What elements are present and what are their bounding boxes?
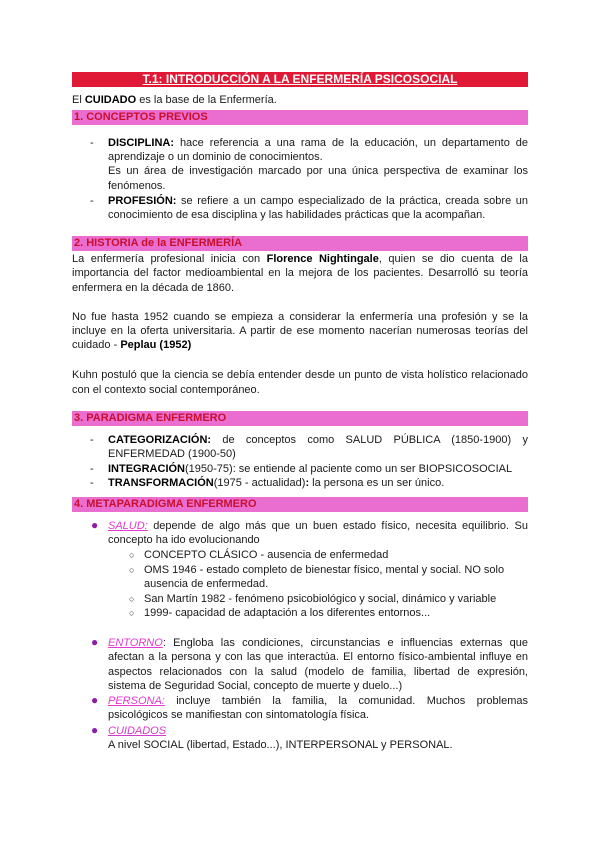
- salud-sub3: San Martín 1982 - fenómeno psicobiológico y social, dinámico y variable: [144, 593, 497, 605]
- persona-label: PERSONA:: [108, 695, 165, 707]
- intro-pre: El: [72, 94, 85, 106]
- historia-p2-line2: incluye en la oferta universitaria. A partir de ese momento nacerían numerosas teorías del: [72, 325, 528, 337]
- historia-p1-pre: La enfermería profesional inicia con: [72, 253, 267, 265]
- list-dash: -: [90, 137, 94, 149]
- bullet-dot: ●: [91, 635, 99, 649]
- circle-bullet: ○: [129, 550, 135, 560]
- section-heading-1: 1. CONCEPTOS PREVIOS: [72, 110, 528, 125]
- historia-p3-line1: Kuhn postuló que la ciencia se debía entender desde un punto de vista holístico relacionado: [72, 369, 528, 381]
- section-heading-3: 3. PARADIGMA ENFERMERO: [72, 411, 528, 426]
- integracion-line: [108, 462, 512, 477]
- historia-p2-bold: Peplau (1952): [120, 339, 192, 351]
- salud-label: SALUD:: [108, 520, 148, 532]
- cuidados-label: CUIDADOS: [108, 725, 167, 737]
- salud-sub1: CONCEPTO CLÁSICO - ausencia de enfermedad: [144, 549, 389, 561]
- salud-line1: [108, 519, 528, 534]
- historia-p1-line2: importancia del factor medioambiental en la mejora de los pacientes. Desarrolló su teoría: [72, 267, 528, 279]
- transformacion-text: la persona es un ser único.: [309, 477, 445, 489]
- cuidados-label-line: [108, 724, 166, 739]
- historia-p1-line3: enfermera en la década de 1860.: [72, 282, 235, 294]
- list-dash: -: [90, 434, 94, 446]
- section-heading-4: 4. METAPARADIGMA ENFERMERO: [72, 497, 528, 512]
- profesion-text: se refiere a un campo especializado de la práctica, creada sobre un: [176, 195, 528, 207]
- salud-sub2-line2: ausencia de enfermedad.: [144, 578, 269, 590]
- entorno-line2: afectan a la persona y con las que interactúa. El entorno físico-ambiental influye en: [108, 651, 528, 663]
- section-heading-2: 2. HISTORIA de la ENFERMERÍA: [72, 236, 528, 251]
- entorno-line3: aspectos relacionados con la salud (modelo de familia, libertad de expresión,: [108, 666, 528, 678]
- cuidados-line1: A nivel SOCIAL (libertad, Estado...), INTERPERSONAL y PERSONAL.: [108, 739, 453, 751]
- entorno-text: : Engloba las condiciones, circunstancias e influencias externas que: [162, 637, 528, 649]
- historia-p2-pre: cuidado -: [72, 339, 121, 351]
- bullet-dot: ●: [91, 723, 99, 737]
- disciplina-text: hace referencia a una rama de la educación, un departamento de: [174, 137, 528, 149]
- disciplina-line4: fenómenos.: [108, 180, 166, 192]
- circle-bullet: ○: [129, 608, 135, 618]
- historia-p1-bold: Florence Nightingale: [266, 253, 379, 265]
- intro-post: es la base de la Enfermería.: [136, 94, 277, 106]
- historia-p1-post: , quien se dio cuenta de la: [378, 253, 528, 265]
- disciplina-label: DISCIPLINA:: [108, 137, 174, 149]
- persona-line1: [108, 694, 528, 709]
- transformacion-colon: :: [305, 477, 310, 489]
- persona-line2: psicológicos se manifiestan con sintomatología física.: [108, 709, 370, 721]
- categorizacion-line1: [108, 433, 528, 448]
- salud-sub4: 1999- capacidad de adaptación a los diferentes entornos...: [144, 607, 431, 619]
- profesion-line1: [108, 194, 528, 209]
- transformacion-line: [108, 476, 444, 491]
- categorizacion-text: de conceptos como SALUD PÚBLICA (1850-1900) y: [211, 434, 528, 446]
- salud-sub2-line1: OMS 1946 - estado completo de bienestar físico, mental y social. NO solo: [144, 564, 505, 576]
- integracion-label: INTEGRACIÓN: [108, 463, 185, 475]
- historia-p1-line1: [72, 252, 528, 267]
- list-dash: -: [90, 463, 94, 475]
- disciplina-line2: aprendizaje o un dominio de conocimientos.: [108, 151, 323, 163]
- categorizacion-label: CATEGORIZACIÓN:: [108, 434, 212, 446]
- categorizacion-line2: ENFERMEDAD (1900-50): [108, 448, 236, 460]
- profesion-label: PROFESIÓN:: [108, 195, 177, 207]
- list-dash: -: [90, 195, 94, 207]
- historia-p3-line2: con el contexto social contemporáneo.: [72, 384, 260, 396]
- circle-bullet: ○: [129, 594, 135, 604]
- historia-p2-line3: [72, 338, 191, 353]
- intro-line: [72, 93, 528, 108]
- persona-text: incluye también la familia, la comunidad. Muchos problemas: [164, 695, 528, 707]
- transformacion-period: (1975 - actualidad): [213, 477, 306, 489]
- intro-bold: CUIDADO: [84, 94, 137, 106]
- entorno-line1: [108, 636, 528, 651]
- integracion-text: (1950-75): se entiende al paciente como un ser BIOPSICOSOCIAL: [185, 463, 513, 475]
- list-dash: -: [90, 477, 94, 489]
- historia-p2-line1: No fue hasta 1952 cuando se empieza a considerar la enfermería una profesión y se la: [72, 311, 528, 323]
- transformacion-label: TRANSFORMACIÓN: [108, 477, 214, 489]
- salud-line2: concepto ha ido evolucionando: [108, 534, 260, 546]
- circle-bullet: ○: [129, 565, 135, 575]
- page-title: T.1: INTRODUCCIÓN A LA ENFERMERÍA PSICOSOCIAL: [72, 72, 528, 87]
- bullet-dot: ●: [91, 693, 99, 707]
- entorno-label: ENTORNO: [108, 637, 163, 649]
- salud-text: depende de algo más que un buen estado físico, necesita equilibrio. Su: [147, 520, 528, 532]
- profesion-line2: conocimiento de esa disciplina y las habilidades prácticas que la acompañan.: [108, 209, 486, 221]
- disciplina-line3: Es un área de investigación marcado por una única perspectiva de examinar los: [108, 165, 528, 177]
- entorno-line4: sistema de Seguridad Social, concepto de muerte y duelo...): [108, 680, 403, 692]
- disciplina-line1: [108, 136, 528, 151]
- bullet-dot: ●: [91, 518, 99, 532]
